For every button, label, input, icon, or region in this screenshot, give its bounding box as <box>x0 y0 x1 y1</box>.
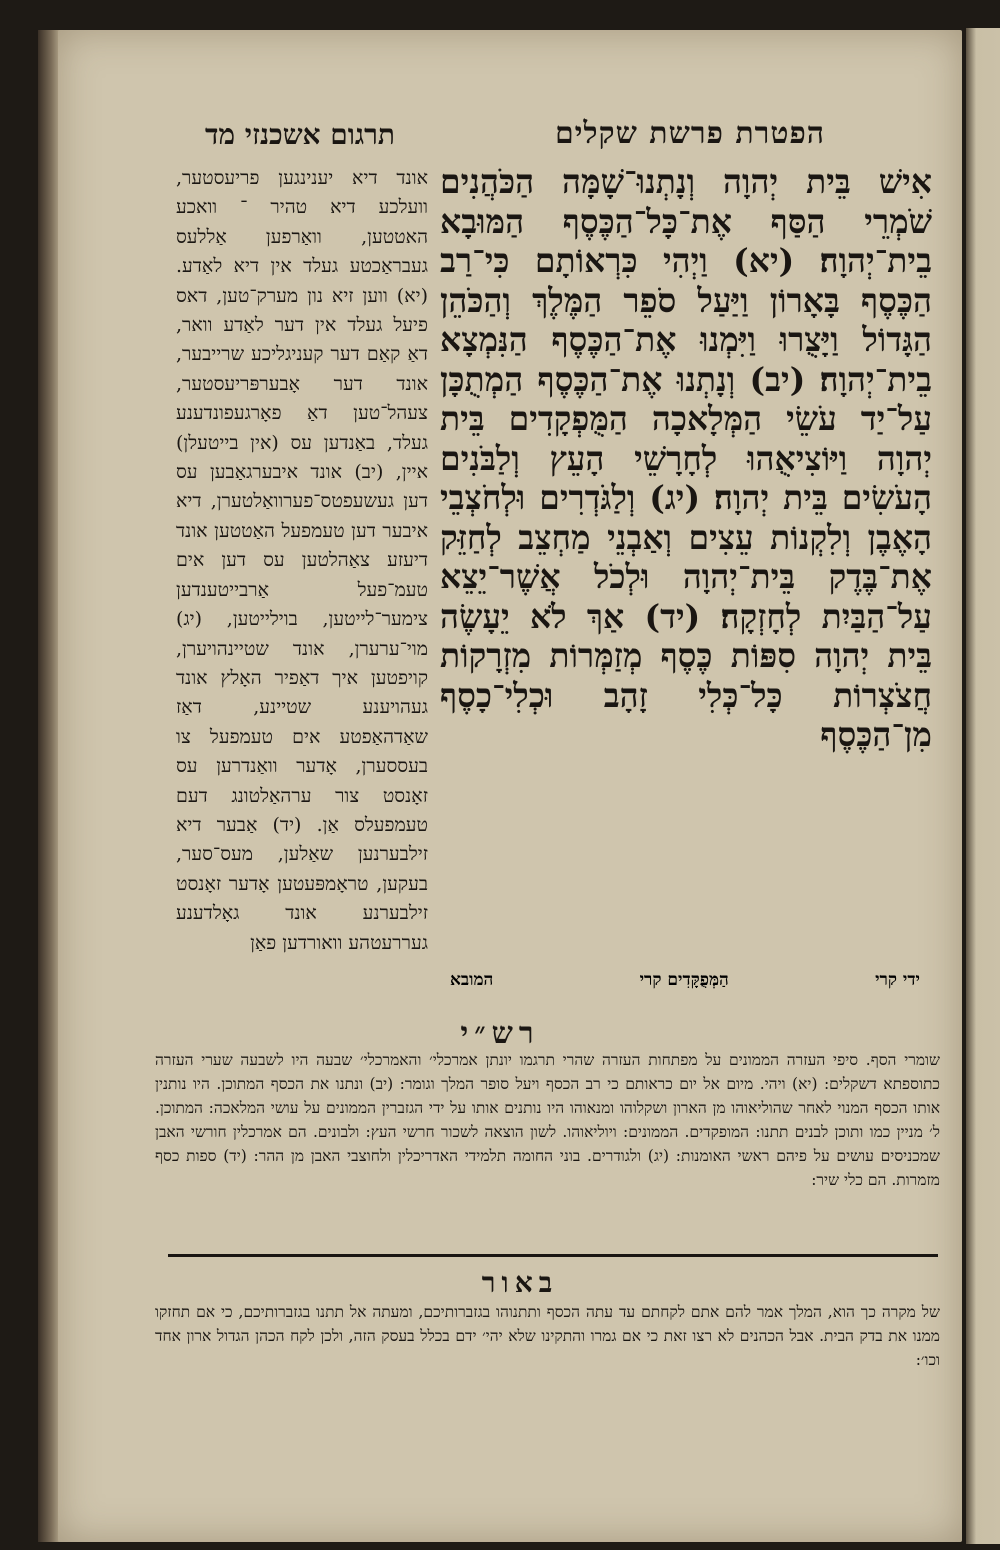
beur-title: באור <box>481 1266 559 1299</box>
qere-note-3: המובא <box>450 970 494 990</box>
section-divider <box>168 1254 938 1257</box>
facing-page-edge <box>966 28 1000 1544</box>
targum-title: תרגום אשכנזי מד <box>204 118 395 151</box>
rashi-title: רש״י <box>460 1016 540 1051</box>
qere-notes <box>450 970 920 990</box>
targum-text: אונד דיא יענינגען פריעסטער, וועלכע דיא טהיר ־ וואכע האטטען, וואַרפען אַללעס געבראַכטע געלד אין דיא לאַדע. (יא) ווען זיא נון מערק־טען, דאס פיעל געלד אין דער לאַדע וואר, דאַ קאַם דער קעניגליכע שרייבער, אונד דער אָבערפּריעסטער, צעהל־טען דאַ פאָרגעפונדענע געלד, באַנדען עס (אין בייטעלן) איין, (יב) אונד איבערגאַבען עס דען געשעפטס־פערוואַלטערן, דיא איבער דען טעמפעל האַטטען אונד דיעזע צאַהלטען עס דען אים טעמ־פעל אַרבייטענדען צימער־לייטען, בוילייטען, (יג) מוי־ערערן, אונד שטיינהויערן, קויפטען איך דאַפיר האָלץ אונד געהויענע שטיינע, דאַז שאַדהאַפטע אים טעמפעל צו בעססערן, אָדער וואַנדרען עס זאָנסט צור ערהאַלטונג דעם טעמפעלס אַן. (יד) אַבער דיא זילבערנען שאַלען, מעס־סער, בעקען, טראָמפּעטען אָדער זאָנסט זילבערנע אונד גאָלדענע געררעטהע וואורדען פאַן <box>176 167 428 954</box>
rashi-commentary: שומרי הסף. סיפי העזרה הממונים על מפתחות העזרה שהרי תרגמו יונתן אמרכלי׳ והאמרכלי׳ שבעה היו לשבעה שערי העזרה כתוספתא דשקלים: (יא) ויהי. מיום אל יום כראותם כי רב הכסף ויעל סופר המלך וגומר: (יב) ונתנו את הכסף המתוכן. היו נותנין אותו הכסף המנוי לאחר שהוליאוהו מן הארון ושקלוהו ומנאוהו היו נותנים אותו על ידי הגזברין הממונים על עושי המלאכה: המתוכן. ל׳ מניין כמו ותוכן לבנים תתנו: המופקדים. הממונים: ויוליאוהו. לשון הוצאה לשכור חרשי העץ: ולבונים. הם אמרכלין חורשי האבן שמכניסים עושים על פיהם ראשי האומנות: (יג) ולגודרים. בוני החומה תלמידי האדריכלין ולחוצבי האבן מן ההר: (יד) ספות כסף מזמרות. הם כלי שיר: <box>155 1051 940 1189</box>
qere-note-1: ידי קרי <box>875 970 920 990</box>
beur-commentary: של מקרה כך הוא, המלך אמר להם אתם לקחתם עד עתה הכסף ותתנוהו בגזברותיכם, ומעתה אל תתנו בגזברותיכם, כי אם תחזקו ממנו את בדק הבית. אבל הכהנים לא רצו זאת כי אם גמרו והתקינו שלא יהי׳ ידם בכלל בעסק הזה, ולכן לקח הכהן הגדול ארון אחד וכו׳: <box>155 1303 940 1369</box>
hebrew-main-text: אִישׁ בֵּית יְהוָה וְנָתְנוּ־שָׁמָּה הַכֹּהֲנִים שֹׁמְרֵי הַסַּף אֶת־כָּל־הַכֶּסֶף הַמּוּבָא בֵית־יְהוָה׃ (יא) וַיְהִי כִּרְאוֹתָם כִּי־רַב הַכֶּסֶף בָּאָרוֹן וַיַּעַל סֹפֵר הַמֶּלֶךְ וְהַכֹּהֵן הַגָּדוֹל וַיָּצֻרוּ וַיִּמְנוּ אֶת־הַכֶּסֶף הַנִּמְצָא בֵית־יְהוָה׃ (יב) וְנָתְנוּ אֶת־הַכֶּסֶף הַמְתֻכָּן עַל־יַד עֹשֵׂי הַמְּלָאכָה הַמֻּפְקָדִים בֵּית יְהוָה וַיּוֹצִיאֻהוּ לְחָרָשֵׁי הָעֵץ וְלַבֹּנִים הָעֹשִׂים בֵּית יְהוָה׃ (יג) וְלַגֹּדְרִים וּלְחֹצְבֵי הָאֶבֶן וְלִקְנוֹת עֵצִים וְאַבְנֵי מַחְצֵב לְחַזֵּק אֶת־בֶּדֶק בֵּית־יְהוָה וּלְכֹל אֲשֶׁר־יֵצֵא עַל־הַבַּיִת לְחָזְקָה׃ (יד) אַךְ לֹא יֵעָשֶׂה בֵּית יְהוָה סִפּוֹת כֶּסֶף מְזַמְּרוֹת מִזְרָקוֹת חֲצֹצְרוֹת כָּל־כְּלִי זָהָב וּכְלִי־כָסֶף מִן־הַכֶּסֶף <box>440 162 932 754</box>
haftarah-title: הפטרת פרשת שקלים <box>554 116 826 151</box>
qere-note-2: הַמְּפֻקָּדִים קרי <box>639 970 729 990</box>
book-binding <box>38 30 60 1542</box>
